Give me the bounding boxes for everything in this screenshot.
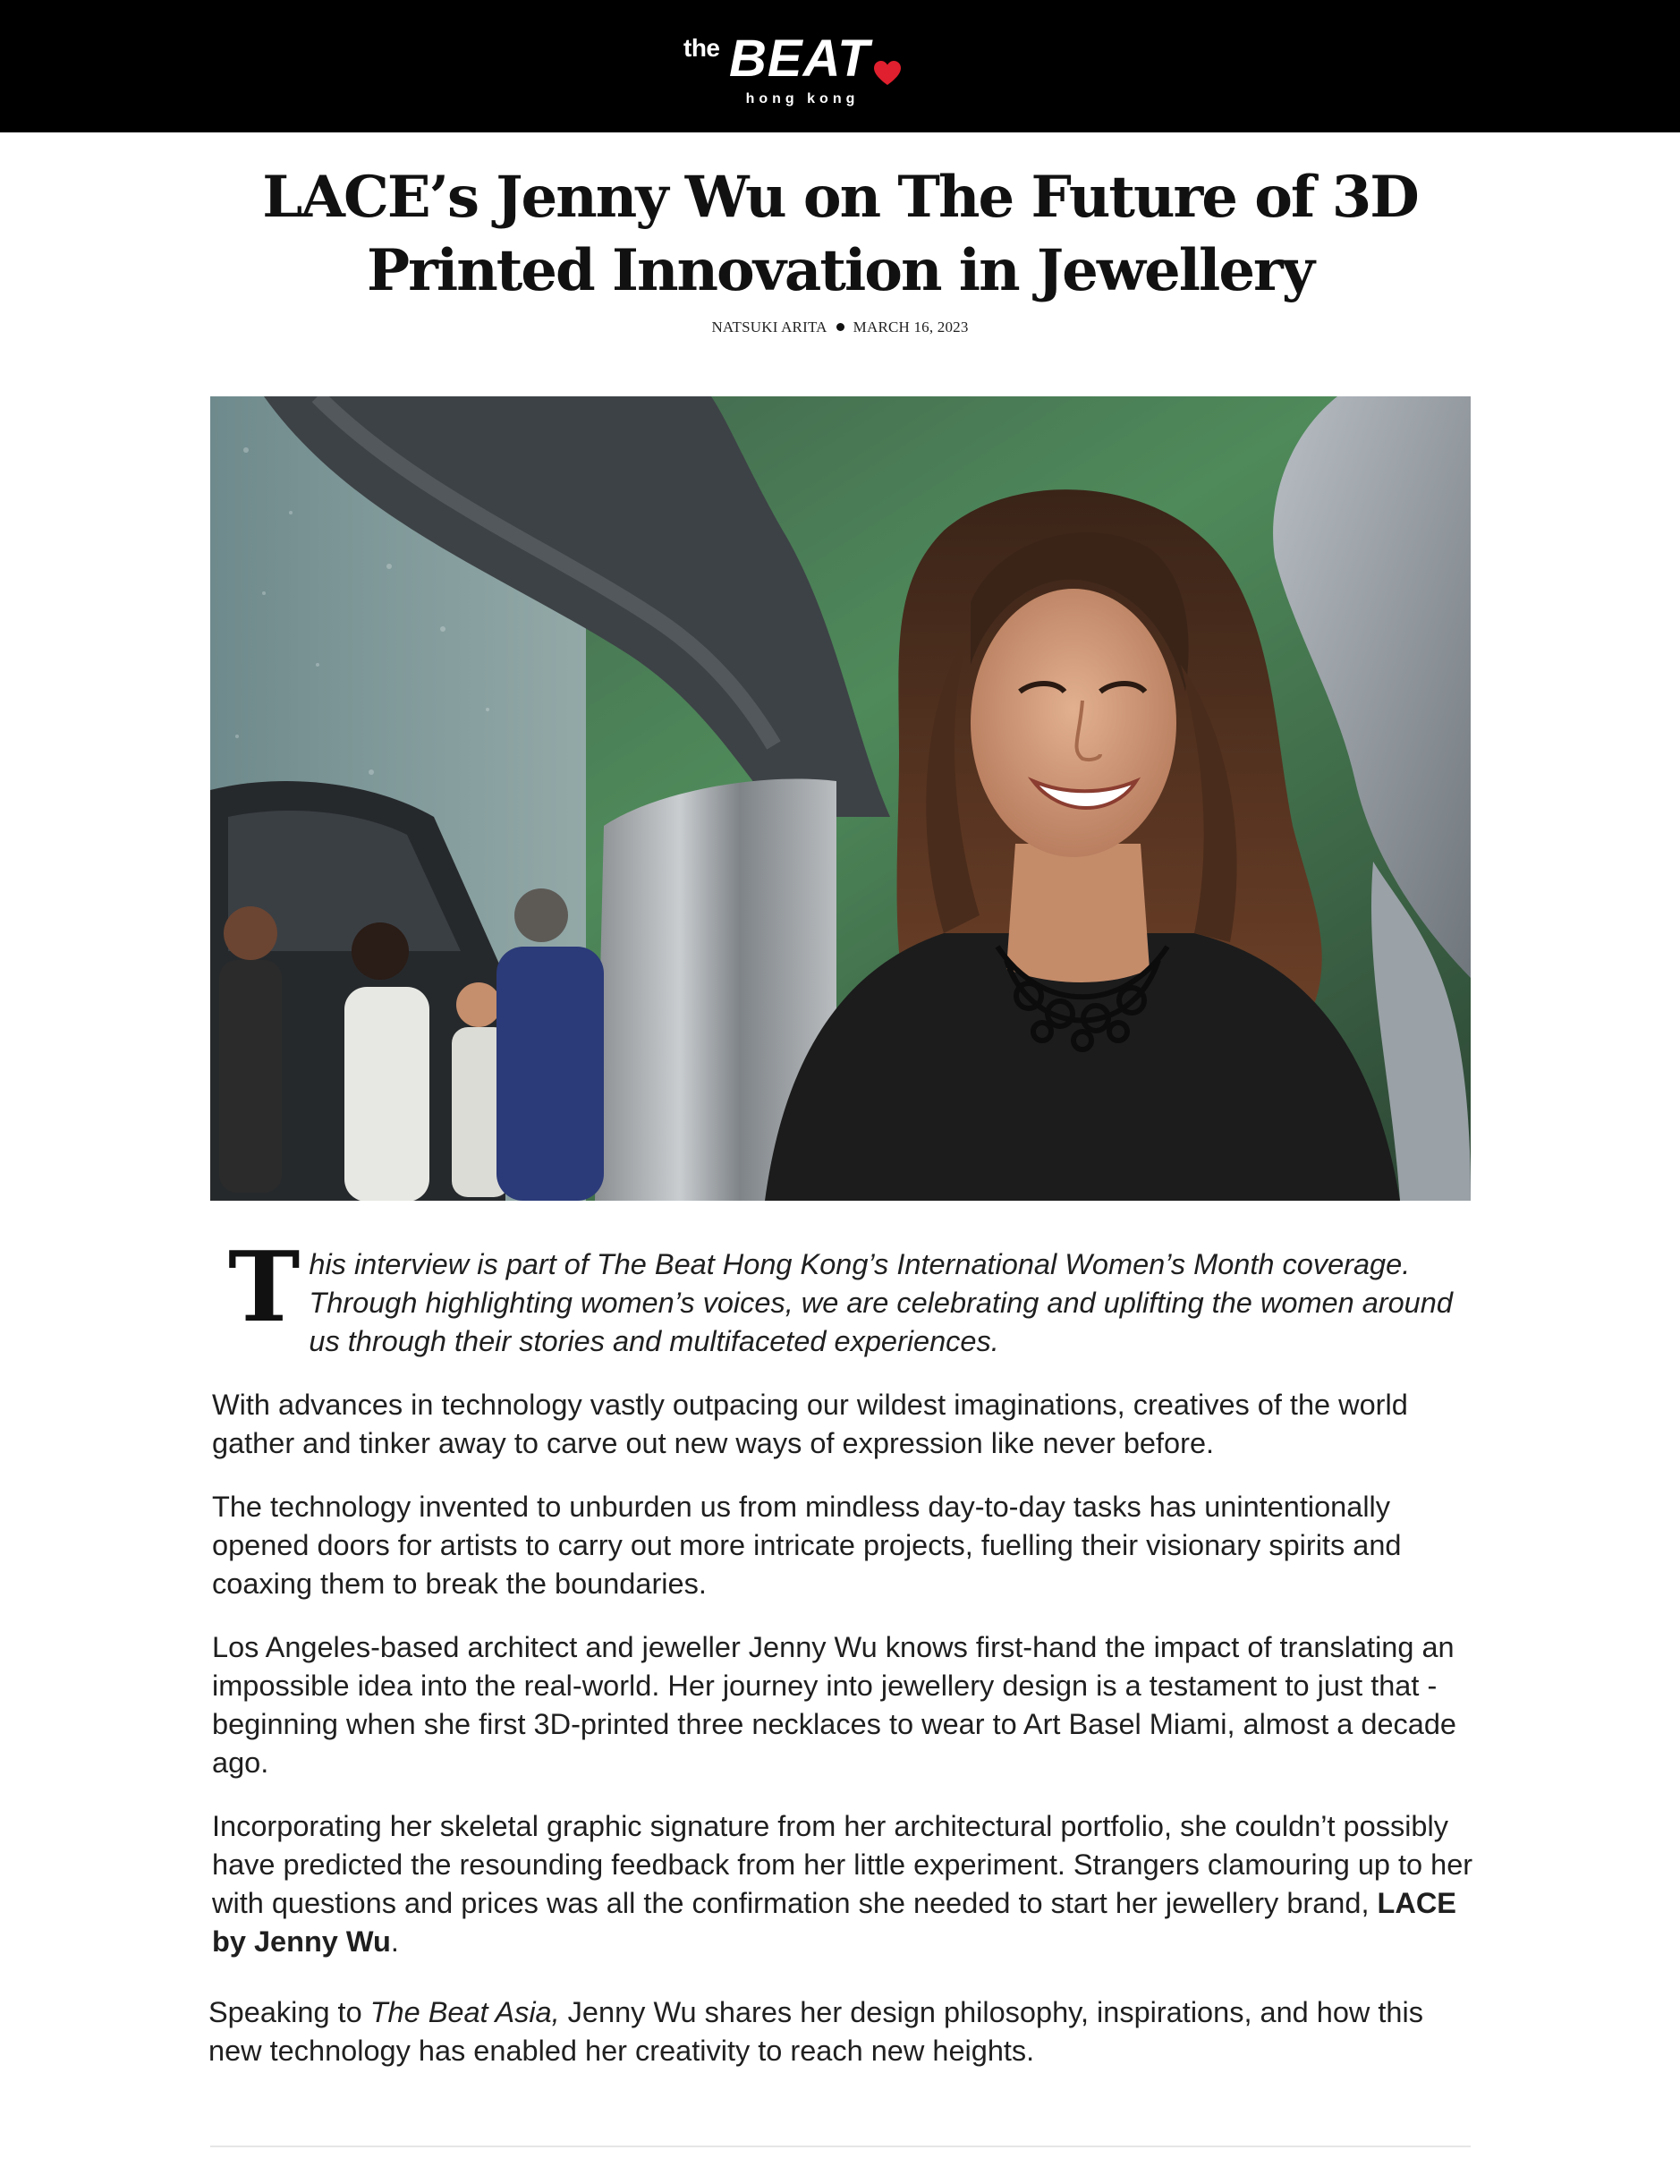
article-intro: [212, 1231, 1482, 1361]
paragraph-5-start: Speaking to: [208, 1996, 370, 2028]
intro-dropcap: T: [228, 1231, 301, 1344]
author-link[interactable]: NATSUKI ARITA: [711, 319, 827, 336]
paragraph-4: [212, 1807, 1482, 1961]
hero-photo-illustration: [210, 396, 1471, 1201]
byline-separator-dot: [836, 323, 844, 331]
publish-date: MARCH 16, 2023: [853, 319, 969, 336]
paragraph-2: The technology invented to unburden us from mindless day-to-day tasks has unintentionally opened doors for artists to carry out more intricate projects, fuelling their visionary spirits and coaxing them to break the boundaries.: [212, 1491, 1402, 1600]
paragraph-5-rest: Jenny Wu shares her design philosophy, inspirations, and how this new technology has enabled her creativity to reach new heights.: [208, 1996, 1423, 2067]
site-logo[interactable]: [682, 30, 914, 111]
heart-icon: [874, 61, 901, 86]
brand-link[interactable]: LACE by Jenny Wu: [212, 1887, 1456, 1958]
article-byline: [0, 319, 1680, 336]
intro-text: his interview is part of The Beat Hong Kong’s International Women’s Month coverage. Through highlighting women’s voices, we are celebrating and uplifting the women around us through their stories and multifaceted experiences.: [309, 1248, 1453, 1357]
paragraph-5: [208, 1993, 1482, 2070]
article-title: LACE’s Jenny Wu on The Future of 3D Printed Innovation in Jewellery: [262, 164, 1418, 304]
paragraph-1: With advances in technology vastly outpacing our wildest imaginations, creatives of the world gather and tinker away to carve out new ways of expression like never before.: [212, 1389, 1408, 1459]
article-body: [208, 1231, 1482, 2095]
logo-beat-text: BEAT: [729, 30, 870, 88]
site-header: [0, 0, 1680, 132]
content-divider: [210, 2146, 1471, 2147]
paragraph-4-end: .: [390, 1925, 399, 1958]
logo-the-text: the: [683, 34, 720, 62]
paragraph-3: Los Angeles-based architect and jeweller Jenny Wu knows first-hand the impact of translating an impossible idea into the real-world. Her journey into jewellery design is a testament to just that - beginning when she first 3D-printed three necklaces to wear to Art Basel Miami, almost a decade ago.: [212, 1631, 1456, 1779]
paragraph-4-text: Incorporating her skeletal graphic signature from her architectural portfolio, she couldn’t possibly have predicted the resounding feedback from her little experiment. Strangers clamouring up to her with questions and prices was all the confirmation she needed to start her jewellery brand,: [212, 1810, 1473, 1919]
logo-city-text: hong kong: [745, 91, 860, 106]
hero-image: [210, 396, 1471, 1201]
publication-name: The Beat Asia,: [369, 1996, 560, 2028]
